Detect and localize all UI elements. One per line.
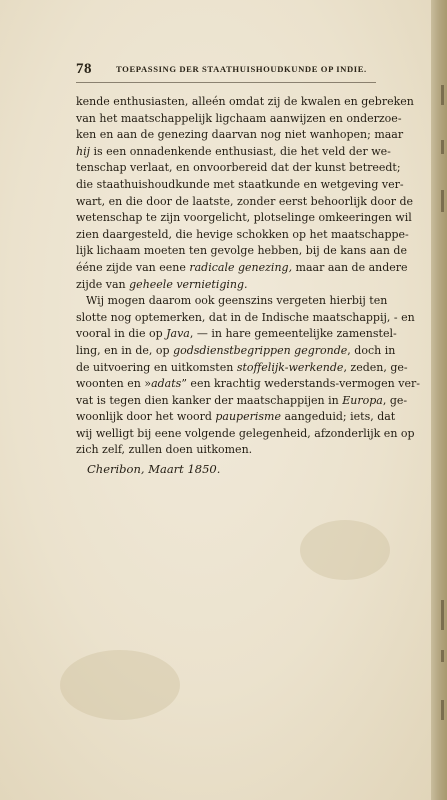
text-run: Wij mogen daarom ook geenszins vergeten hierbij ten	[86, 294, 388, 308]
text-run: , zeden, ge-	[343, 360, 408, 374]
paper-stain	[300, 520, 390, 580]
text-run: kende enthusiasten, alleén omdat zij de kwalen en gebreken	[76, 95, 414, 108]
text-line	[76, 127, 404, 144]
text-run: , — in hare gemeentelijke zamenstel-	[189, 327, 397, 341]
italic-run: adats	[151, 377, 182, 391]
text-line	[76, 243, 407, 260]
text-line	[76, 227, 409, 244]
signature-line: Cheribon, Maart 1850.	[87, 462, 221, 476]
running-head: TOEPASSING DER STAATHUISHOUDKUNDE OP INDIE.	[116, 64, 367, 74]
page-header	[76, 61, 376, 77]
text-run: zien daargesteld, die hevige schokken op het maatschappe-	[76, 227, 409, 241]
text-line	[76, 360, 408, 377]
italic-run: radicale genezing,	[189, 260, 293, 274]
text-line	[76, 194, 414, 211]
text-run: tenschap verlaat, en onvoorbereid dat der kunst betreedt;	[76, 161, 401, 175]
text-line	[76, 277, 386, 294]
gutter-mark	[441, 650, 444, 662]
text-line	[76, 210, 412, 227]
text-line	[76, 442, 386, 459]
text-run: woonten en »	[76, 377, 152, 391]
text-line	[76, 343, 396, 360]
text-run: lijk lichaam moeten ten gevolge hebben, bij de kans aan de	[76, 244, 407, 258]
text-run: woonlijk door het woord	[76, 410, 216, 424]
paper-stain	[60, 650, 180, 720]
text-run: maar aan de andere	[292, 260, 408, 274]
italic-run: stoffelijk-werkende	[236, 360, 344, 374]
text-run: van het maatschappelijk ligchaam aanwijzen en onderzoe-	[76, 111, 402, 125]
text-run: de uitvoering en uitkomsten	[76, 360, 237, 374]
text-line	[76, 144, 391, 161]
italic-run: pauperisme	[215, 410, 281, 424]
text-line	[76, 376, 420, 393]
text-line	[76, 409, 396, 426]
text-run: , doch in	[347, 343, 396, 357]
header-rule	[76, 82, 376, 83]
gutter-mark	[441, 190, 444, 212]
text-line	[76, 426, 415, 443]
text-run: wart, en die door de laatste, zonder eerst behoorlijk door de	[76, 194, 414, 208]
text-run: vat is tegen dien kanker der maatschappijen in	[76, 393, 343, 407]
gutter-mark	[441, 140, 444, 154]
book-gutter	[431, 0, 447, 800]
text-run: zijde van	[76, 277, 130, 291]
text-run: is een onnadenkende enthusiast, die het veld der we-	[90, 144, 391, 158]
italic-run: geheele vernietiging.	[129, 277, 248, 291]
text-run: die staathuishoudkunde met staatkunde en wetgeving ver-	[76, 177, 404, 191]
text-line	[76, 260, 408, 277]
gutter-mark	[441, 700, 444, 720]
text-run: vooral in die op	[76, 327, 167, 341]
gutter-mark	[441, 85, 444, 105]
body-text	[76, 94, 420, 459]
text-line	[76, 293, 386, 310]
italic-run: Europa	[342, 393, 383, 407]
gutter-mark	[441, 600, 444, 630]
italic-run: godsdienstbegrippen gegronde	[173, 343, 348, 357]
text-run: zich zelf, zullen doen uitkomen.	[76, 443, 253, 457]
italic-run: Java	[166, 327, 190, 341]
text-run: wetenschap te zijn voorgelicht, plotselinge omkeeringen wil	[76, 211, 412, 225]
text-run: wij welligt bij eene volgende gelegenheid, afzonderlijk en op	[76, 426, 415, 440]
text-run: ling, en in de, op	[76, 343, 174, 357]
text-run: ééne zijde van eene	[76, 260, 190, 274]
text-line	[76, 310, 415, 327]
text-line	[76, 177, 404, 194]
text-line	[76, 94, 414, 111]
text-run: ken en aan de genezing daarvan nog niet wanhopen; maar	[76, 128, 404, 142]
text-line	[76, 160, 401, 177]
text-line	[76, 111, 402, 128]
page-number: 78	[76, 61, 92, 77]
text-run: slotte nog optemerken, dat in de Indische maatschappij, - en	[76, 310, 415, 324]
text-run: ” een krachtig wederstands-vermogen ver-	[181, 377, 420, 391]
text-run: aangeduid; iets, dat	[280, 410, 396, 424]
text-run: , ge-	[382, 393, 408, 407]
text-line	[76, 326, 397, 343]
italic-run: hij	[76, 144, 91, 158]
text-line	[76, 393, 408, 410]
